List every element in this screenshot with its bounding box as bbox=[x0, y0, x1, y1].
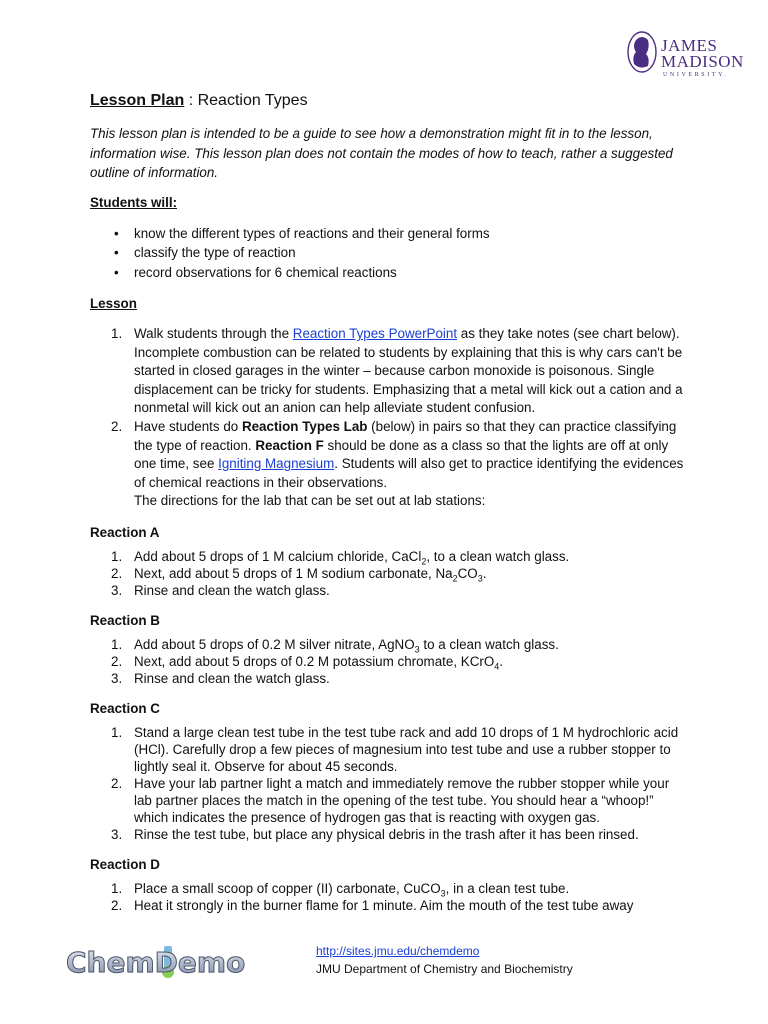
step-text: , to a clean watch glass. bbox=[426, 548, 570, 564]
list-item: • know the different types of reactions and their general forms bbox=[134, 224, 690, 244]
lesson-step-1 bbox=[111, 325, 690, 418]
step-text: Have your lab partner light a match and immediately remove the rubber stopper while your lab partner places the match in the opening of the test tube. You should hear a “whoop!” which indicates the presence of hydrogen gas that is reacting with oxygen gas. bbox=[134, 775, 670, 825]
document-body bbox=[90, 92, 690, 914]
step-text: Place a small scoop of copper (II) carbonate, CuCO bbox=[134, 880, 441, 896]
list-item: • record observations for 6 chemical reactions bbox=[134, 263, 690, 283]
step-number: 2. bbox=[111, 418, 123, 434]
step-text: . Students will also get to practice identifying the evidences of chemical reactions in their observations. bbox=[134, 456, 684, 490]
reaction-b-heading: Reaction B bbox=[90, 612, 160, 628]
step-text: The directions for the lab that can be set out at lab stations: bbox=[134, 493, 486, 509]
step-number: 3. bbox=[111, 826, 123, 842]
jmu-wordmark bbox=[661, 38, 744, 80]
step-number: 2. bbox=[111, 775, 123, 791]
reaction-d-heading: Reaction D bbox=[90, 856, 160, 872]
chemdemo-logo bbox=[64, 944, 280, 980]
subscript: 2 bbox=[452, 573, 458, 584]
step-text: Walk students through the bbox=[134, 326, 293, 341]
step-text: Add about 5 drops of 0.2 M silver nitrate, AgNO bbox=[134, 636, 415, 652]
reaction-a-heading: Reaction A bbox=[90, 524, 160, 540]
step-text: should be done as a class so that the lights are off at only one time, see bbox=[134, 437, 669, 472]
step-text: Rinse the test tube, but place any physical debris in the trash after it has been rinsed. bbox=[134, 826, 639, 842]
page-title bbox=[90, 92, 690, 110]
step-number: 2. bbox=[111, 897, 123, 913]
step-number: 1. bbox=[111, 724, 123, 740]
list-item bbox=[111, 653, 690, 672]
step-text: (below) in pairs so that they can practice classifying the type of reaction. bbox=[134, 418, 677, 453]
list-item bbox=[111, 582, 690, 599]
subscript: 3 bbox=[440, 888, 446, 899]
reaction-a-steps bbox=[90, 548, 690, 599]
intro-paragraph: This lesson plan is intended to be a guide to see how a demonstration might fit in to the lesson, information wise. This lesson plan does not contain the modes of how to teach, rather a suggested outline of information. bbox=[90, 126, 673, 180]
list-item bbox=[111, 880, 690, 899]
step-text: CO bbox=[457, 565, 478, 581]
powerpoint-link[interactable]: Reaction Types PowerPoint bbox=[292, 326, 458, 341]
lesson-heading: Lesson bbox=[90, 296, 137, 311]
step-text: Rinse and clean the watch glass. bbox=[134, 670, 330, 686]
step-text: Have students do bbox=[134, 418, 242, 434]
list-item bbox=[111, 636, 690, 655]
reaction-d-steps bbox=[90, 880, 690, 914]
step-text: Add about 5 drops of 1 M calcium chloride, CaCl bbox=[134, 548, 422, 564]
step-text: , in a clean test tube. bbox=[445, 880, 570, 896]
list-item bbox=[111, 724, 690, 775]
students-heading: Students will: bbox=[90, 194, 178, 210]
svg-text:ChemDemo: ChemDemo bbox=[66, 946, 246, 979]
subscript: 2 bbox=[421, 556, 427, 567]
list-item bbox=[111, 670, 690, 687]
list-item bbox=[111, 565, 690, 584]
step-number: 2. bbox=[111, 653, 123, 669]
igniting-magnesium-link[interactable]: Igniting Magnesium bbox=[218, 456, 335, 472]
step-text: Next, add about 5 drops of 1 M sodium carbonate, Na bbox=[134, 565, 453, 581]
subscript: 4 bbox=[494, 661, 500, 672]
lesson-steps bbox=[90, 325, 690, 511]
list-item bbox=[111, 548, 690, 567]
step-text: to a clean watch glass. bbox=[419, 636, 559, 652]
reaction-f-label: Reaction F bbox=[255, 437, 324, 453]
step-text: . bbox=[499, 653, 503, 669]
subscript: 3 bbox=[477, 573, 483, 584]
logo-line2: MADISON bbox=[661, 52, 744, 71]
reaction-c-heading: Reaction C bbox=[90, 700, 160, 716]
lesson-step-2 bbox=[111, 418, 690, 511]
list-item bbox=[111, 897, 690, 914]
students-list bbox=[90, 224, 690, 283]
step-text: as they take notes (see chart below). Incomplete combustion can be related to students by explaining that this is why cars can't be started in closed garages in the winter – because carbon monoxide is poisonous. Single displacement can be tricky for students. Emphasizing that a metal will kick out a cation and a nonmetal will kick out an anion can help alleviate student confusion. bbox=[134, 326, 683, 416]
list-item bbox=[111, 826, 690, 843]
logo-line1: JAMES bbox=[661, 36, 718, 55]
step-text: Next, add about 5 drops of 0.2 M potassium chromate, KCrO bbox=[134, 653, 495, 669]
department-name: JMU Department of Chemistry and Biochemistry bbox=[316, 962, 573, 976]
logo-line3: UNIVERSITY. bbox=[663, 72, 729, 78]
step-number: 1. bbox=[111, 548, 123, 564]
step-number: 2. bbox=[111, 565, 123, 581]
lab-name: Reaction Types Lab bbox=[241, 418, 368, 434]
step-number: 3. bbox=[111, 670, 123, 686]
step-number: 1. bbox=[111, 326, 123, 341]
step-number: 1. bbox=[111, 880, 123, 896]
step-text: Heat it strongly in the burner flame for 1 minute. Aim the mouth of the test tube away bbox=[134, 897, 634, 913]
step-text: Rinse and clean the watch glass. bbox=[134, 582, 330, 598]
step-text: . bbox=[482, 565, 487, 581]
list-item: • classify the type of reaction bbox=[134, 243, 690, 263]
reaction-c-steps bbox=[90, 724, 690, 843]
title-rest: : Reaction Types bbox=[184, 92, 308, 109]
title-bold: Lesson Plan bbox=[90, 92, 185, 109]
subscript: 3 bbox=[414, 644, 420, 655]
list-item bbox=[111, 775, 690, 826]
step-number: 1. bbox=[111, 636, 123, 652]
step-number: 3. bbox=[111, 582, 123, 598]
chemdemo-url-link[interactable]: http://sites.jmu.edu/chemdemo bbox=[316, 944, 480, 958]
reaction-b-steps bbox=[90, 636, 690, 687]
step-text: Stand a large clean test tube in the test tube rack and add 10 drops of 1 M hydrochloric acid (HCl). Carefully drop a few pieces of magnesium into test tube and use a rubber stopper to lightly seal it. Observe for about 45 seconds. bbox=[134, 724, 679, 774]
